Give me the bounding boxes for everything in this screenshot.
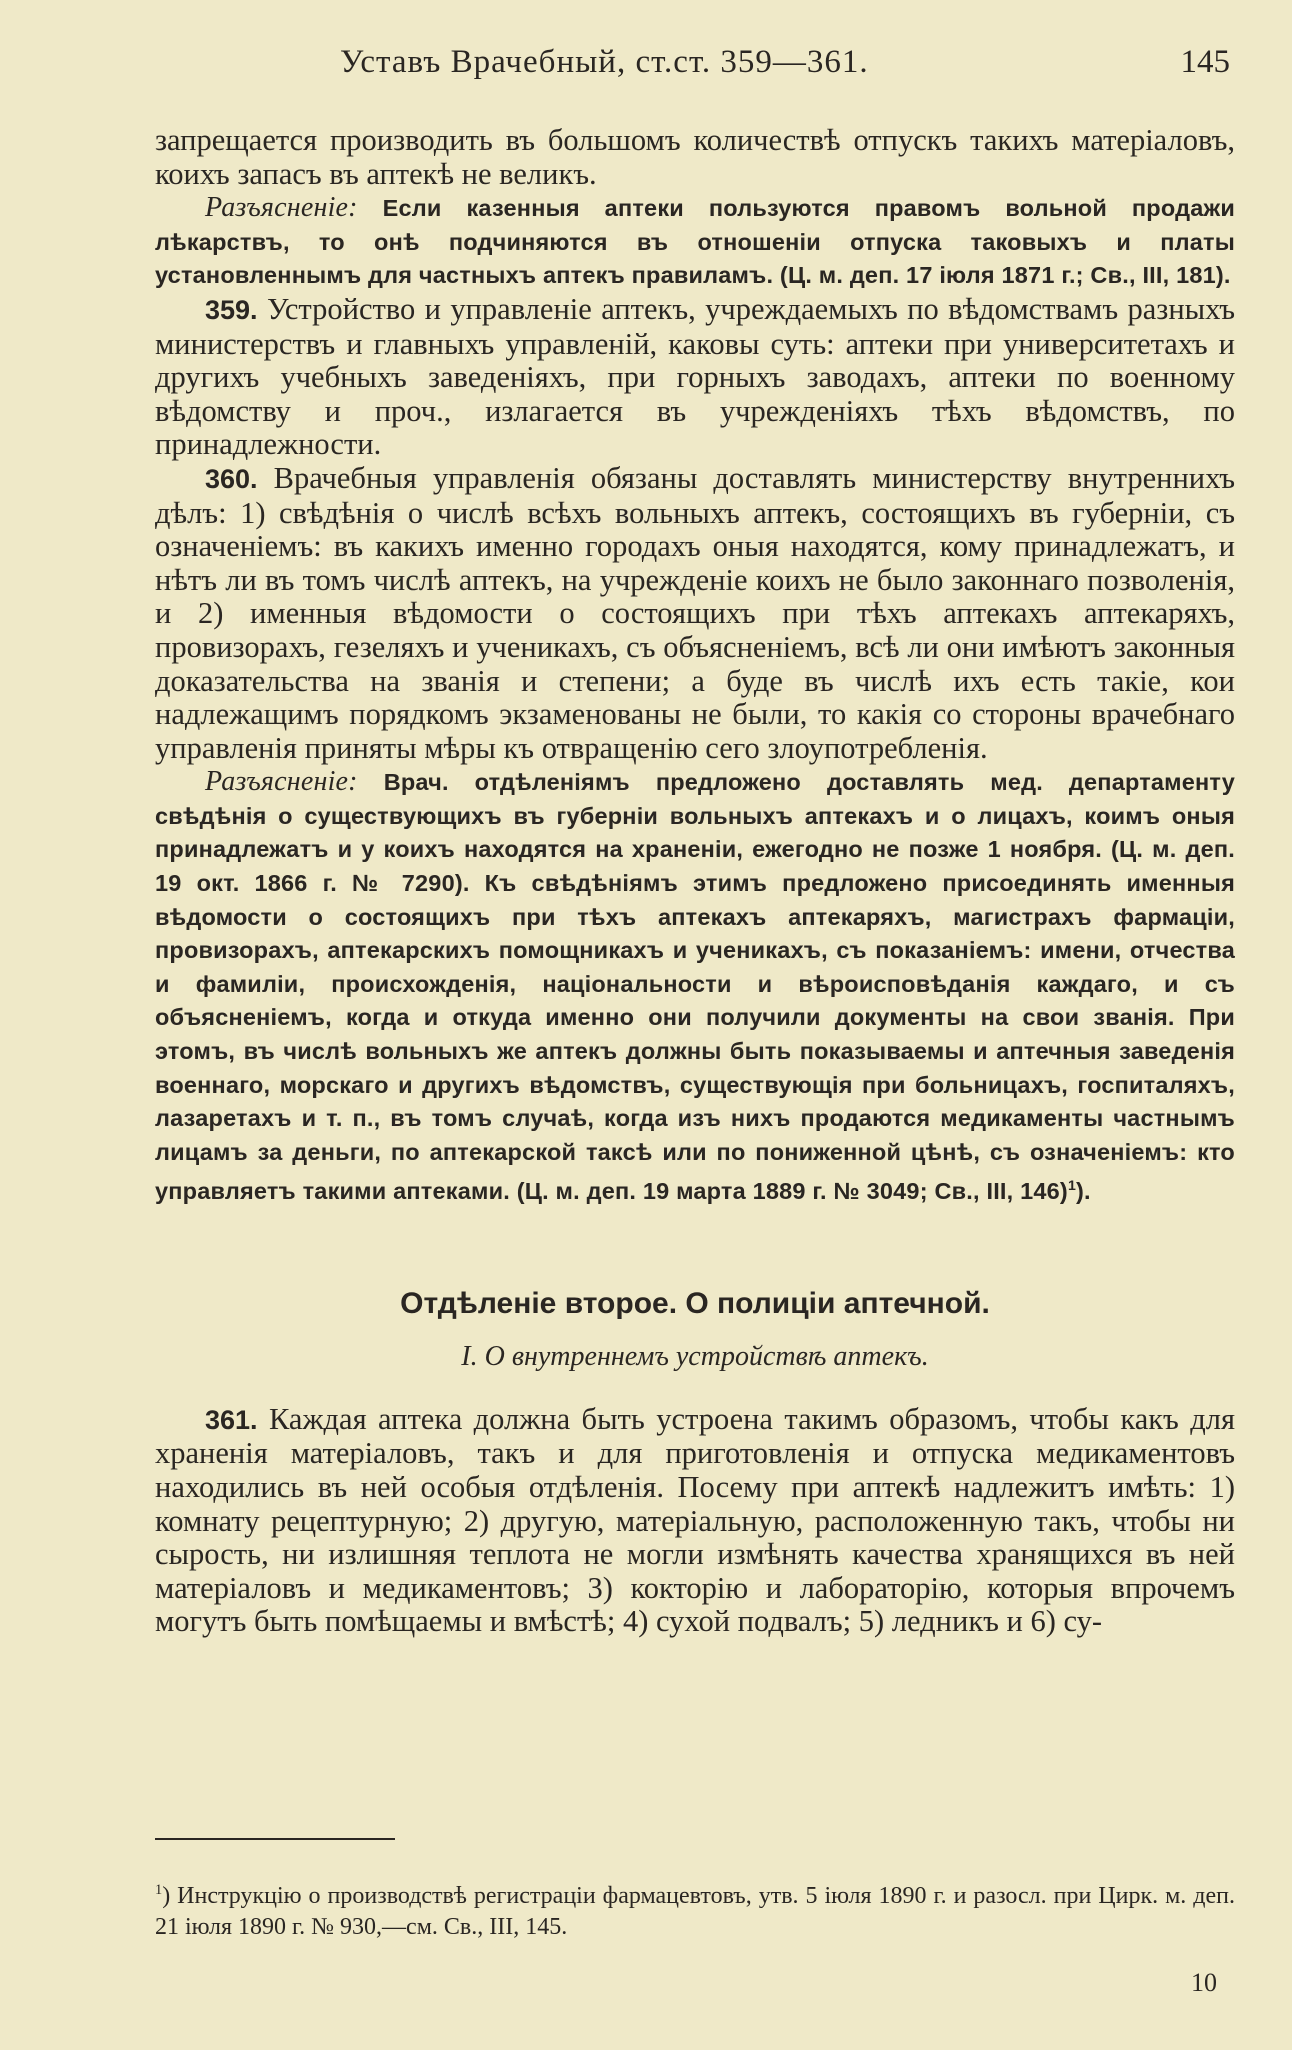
article-361 [155, 1403, 1235, 1639]
article-text: Врачебныя управленія обязаны доставлять министерству внутреннихъ дѣлъ: 1) свѣдѣнія о числѣ всѣхъ вольныхъ аптекъ, состоящихъ въ губерніи, съ означеніемъ: въ какихъ именно городахъ оныя находятся, кому принадлежатъ, и нѣтъ ли въ томъ числѣ аптекъ, на учрежденіе коихъ не было законнаго позволенія, и 2) именныя вѣдомости о состоящихъ при тѣхъ аптекахъ аптекаряхъ, провизорахъ, гезеляхъ и ученикахъ, съ объясненіемъ, всѣ ли они имѣютъ законныя доказательства на званія и степени; а буде въ числѣ ихъ есть такіе, кои надлежащимъ порядкомъ экзаменованы не были, то какія со стороны врачебнаго управленія приняты мѣры къ отвращенію сего злоупотребленія. [155, 460, 1235, 765]
footnote [155, 1875, 1235, 1943]
page-header [155, 44, 1230, 90]
explanation-2 [155, 765, 1235, 1209]
explanation-text: Врач. отдѣленіямъ предложено доставлять мед. департаменту свѣдѣнія о существующихъ въ губерніи вольныхъ аптекахъ и о лицахъ, коимъ оныя принадлежатъ и у коихъ находятся на храненіи, ежегодно не позже 1 ноября. (Ц. м. деп. 19 окт. 1866 г. № 7290). Къ свѣдѣніямъ этимъ предложено присоединять именныя вѣдомости о состоящихъ при тѣхъ аптекахъ аптекаряхъ, магистрахъ фармаціи, провизорахъ, аптекарскихъ помощникахъ и ученикахъ, съ показаніемъ: имени, отчества и фамиліи, происхожденія, національности и вѣроисповѣданія каждаго, и съ объясненіемъ, когда и откуда именно они получили документы на свои званія. При этомъ, въ числѣ вольныхъ же аптекъ должны быть показываемы и аптечныя заведенія военнаго, морскаго и другихъ вѣдомствъ, существующія при больницахъ, госпиталяхъ, лазаретахъ и т. п., въ томъ случаѣ, когда изъ нихъ продаются медикаменты частнымъ лицамъ за деньги, по аптекарской таксѣ или по пониженной цѣнѣ, съ означеніемъ: кто управляетъ такими аптеками. (Ц. м. деп. 19 марта 1889 г. № 3049; Св., III, 146) [155, 769, 1235, 1205]
footnote-divider [155, 1838, 395, 1840]
page-number: 145 [1180, 44, 1230, 80]
sheet-signature: 10 [1191, 1968, 1217, 1997]
article-number: 359. [205, 294, 258, 325]
footnote-ref: 1 [1067, 1177, 1076, 1194]
footnote-mark: 1 [155, 1882, 163, 1898]
explanation-1 [155, 191, 1235, 293]
article-360 [155, 462, 1235, 765]
page-body [155, 124, 1235, 1639]
explanation-end: ). [1076, 1178, 1091, 1205]
article-number: 360. [205, 463, 258, 494]
section-title: Отдѣленіе второе. О полиціи аптечной. [400, 1286, 990, 1320]
article-number: 361. [205, 1404, 258, 1435]
article-359 [155, 293, 1235, 462]
article-text: Устройство и управленіе аптекъ, учреждаемыхъ по вѣдомствамъ разныхъ министерствъ и главныхъ управленій, каковы суть: аптеки при университетахъ и другихъ учебныхъ заведеніяхъ, при горныхъ заводахъ, аптеки по военному вѣдомству и проч., излагается въ учрежденіяхъ тѣхъ вѣдомствъ, по принадлежности. [155, 291, 1235, 462]
explanation-label: Разъясненіе: [205, 192, 358, 224]
paragraph-continuation: запрещается производить въ большомъ количествѣ отпускъ такихъ матеріаловъ, коихъ запасъ въ аптекѣ не великъ. [155, 123, 1235, 191]
article-text: Каждая аптека должна быть устроена такимъ образомъ, чтобы какъ для храненія матеріаловъ, такъ и для приготовленія и отпуска медикаментовъ находились въ ней особыя отдѣленія. Посему при аптекѣ надлежитъ имѣть: 1) комнату рецептурную; 2) другую, матеріальную, расположенную такъ, чтобы ни сырость, ни излишняя теплота не могли измѣнять качества хранящихся въ ней матеріаловъ и медикаментовъ; 3) кокторію и лабораторію, которыя впрочемъ могутъ быть помѣщаемы и вмѣстѣ; 4) сухой подвалъ; 5) ледникъ и 6) су- [155, 1401, 1235, 1639]
subsection-title: I. О внутреннемъ устройствѣ аптекъ. [461, 1340, 929, 1372]
footnote-text: ) Инструкцію о производствѣ регистраціи фармацевтовъ, утв. 5 іюля 1890 г. и разосл. при Цирк. м. деп. 21 іюля 1890 г. № 930,—см. Св., III, 145. [155, 1883, 1235, 1940]
explanation-label: Разъясненіе: [205, 766, 358, 798]
running-title: Уставъ Врачебный, ст.ст. 359—361. [340, 44, 869, 80]
explanation-text: Если казенныя аптеки пользуются правомъ вольной продажи лѣкарствъ, то онѣ подчиняются въ отношеніи отпуска таковыхъ и платы установленнымъ для частныхъ аптекъ правиламъ. (Ц. м. деп. 17 іюля 1871 г.; Св., III, 181). [155, 195, 1235, 289]
